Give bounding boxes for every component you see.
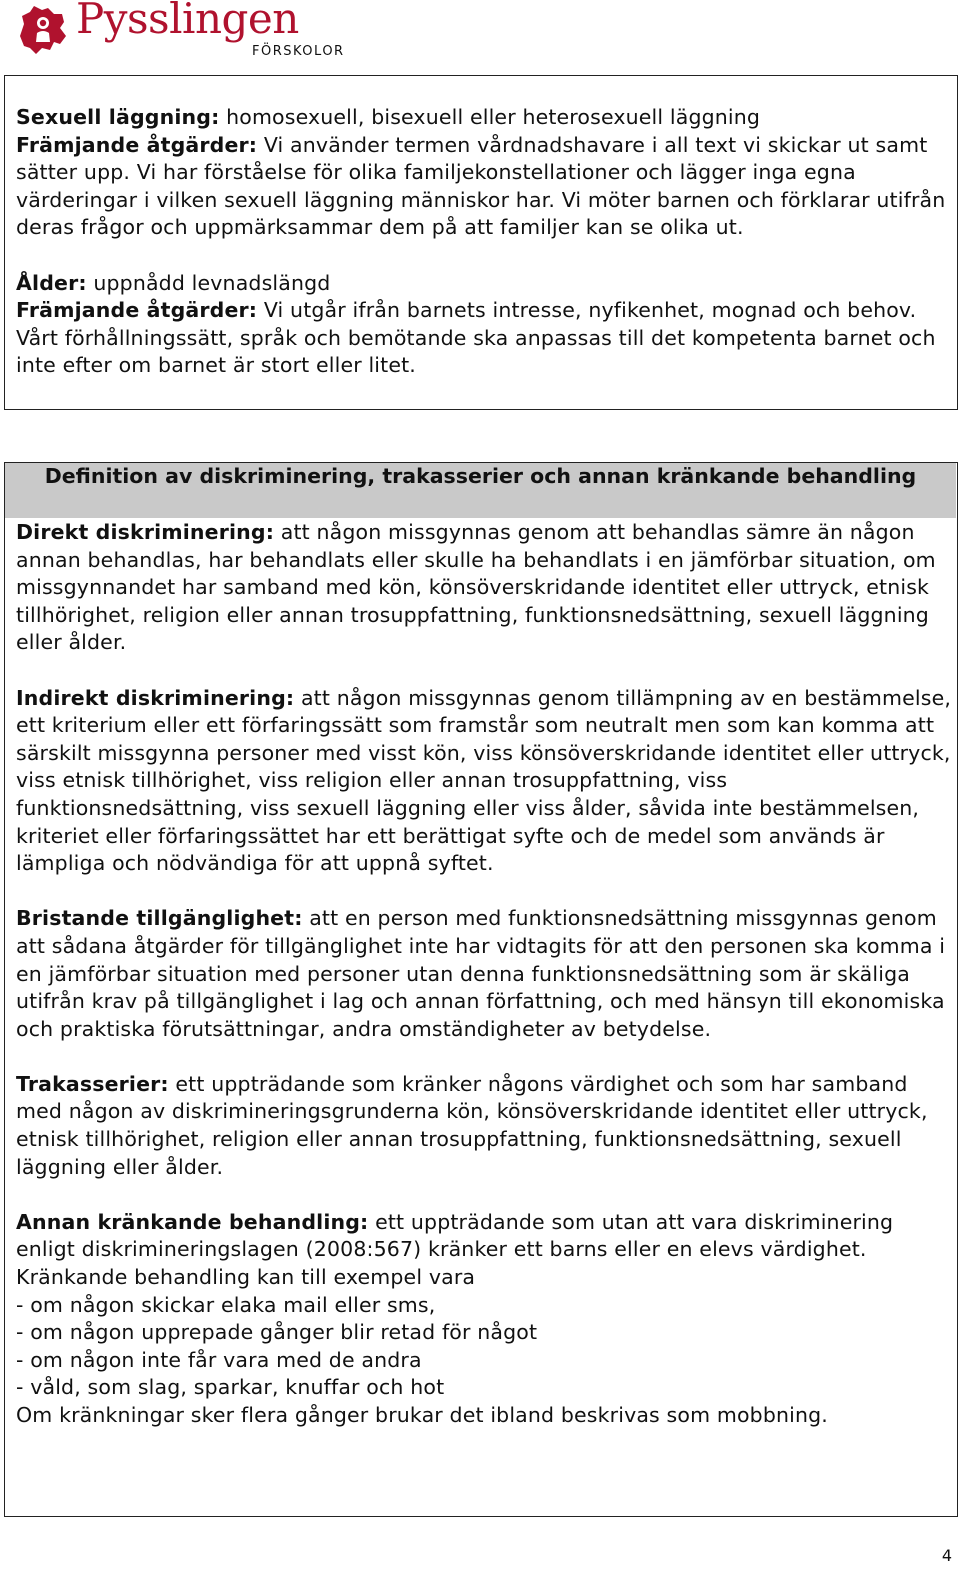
indirect-discrimination-paragraph <box>16 685 951 878</box>
measures-text: Vi utgår ifrån barnets intresse, nyfikenhet, mognad och behov. Vårt förhållningssätt, språk och bemötande ska anpassas till det kompetenta barnet och inte efter om barnet är stort eller litet. <box>16 298 936 378</box>
example-item: - våld, som slag, sparkar, knuffar och hot <box>16 1375 445 1400</box>
sexual-orientation-measures <box>16 133 945 240</box>
brand-subtitle: FÖRSKOLOR <box>252 44 345 59</box>
example-item: - om någon inte får vara med de andra <box>16 1347 422 1372</box>
harassment-paragraph <box>16 1071 951 1181</box>
indirect-discrimination-term: Indirekt diskriminering: <box>16 685 295 710</box>
age-text: uppnådd levnadslängd <box>86 270 331 295</box>
section-two-title: Definition av diskriminering, trakasserier och annan kränkande behandling <box>5 463 956 518</box>
age-paragraph <box>16 270 951 380</box>
direct-discrimination-paragraph <box>16 519 951 657</box>
sexual-orientation-paragraph <box>16 104 951 242</box>
accessibility-text: att en person med funktionsnedsättning missgynnas genom att sådana åtgärder för tillgänglighet inte har vidtagits för att den personen ska komma i en jämförbar situation med personer utan denna funktionsnedsättning som är skäliga utifrån krav på tillgänglighet i lag och annan författning, och med hänsyn till ekonomiska och praktiska förutsättningar, andra omständigheter av betydelse. <box>16 906 946 1041</box>
other-abuse-term: Annan kränkande behandling: <box>16 1209 369 1234</box>
measures-text: Vi använder termen vårdnadshavare i all text vi skickar ut samt sätter upp. Vi har förståelse för olika familjekonstellationer och lägger inga egna värderingar i vilken sexuell läggning människor har. Vi möter barnen och förklarar utifrån deras frågor och uppmärksammar dem på att familjer kan se olika ut. <box>16 132 946 240</box>
accessibility-paragraph <box>16 905 951 1043</box>
measures-term: Främjande åtgärder: <box>16 132 258 157</box>
sexual-orientation-definition <box>16 104 951 132</box>
example-item: - om någon skickar elaka mail eller sms, <box>16 1292 436 1317</box>
age-term: Ålder: <box>16 270 87 295</box>
harassment-text: ett uppträdande som kränker någons värdighet och som har samband med någon av diskrimineringsgrunderna kön, könsöverskridande identitet eller uttryck, etnisk tillhörighet, religion eller annan trosuppfattning, funktionsnedsättning, sexuell läggning eller ålder. <box>16 1071 928 1179</box>
examples-intro: Kränkande behandling kan till exempel vara <box>16 1265 476 1290</box>
closing-sentence: Om kränkningar sker flera gånger brukar det ibland beskrivas som mobbning. <box>16 1403 828 1427</box>
section-two-content <box>16 519 951 1430</box>
measures-term: Främjande åtgärder: <box>16 298 258 323</box>
brand-name: Pysslingen <box>76 0 299 43</box>
accessibility-term: Bristande tillgänglighet: <box>16 906 303 931</box>
sexual-orientation-text: homosexuell, bisexuell eller heterosexuell läggning <box>219 105 761 129</box>
pysslingen-logo <box>14 0 354 62</box>
example-item: - om någon upprepade gånger blir retad för något <box>16 1320 538 1345</box>
sexual-orientation-term: Sexuell läggning: <box>16 105 220 129</box>
map-emblem-icon <box>14 2 70 58</box>
age-definition <box>16 270 951 298</box>
direct-discrimination-term: Direkt diskriminering: <box>16 520 275 544</box>
indirect-discrimination-text: att någon missgynnas genom tillämpning av en bestämmelse, ett kriterium eller ett förfaringssätt som framstår som neutralt men som kan komma att särskilt missgynna personer med visst kön, viss könsöverskridande identitet eller uttryck, viss etnisk tillhörighet, viss religion eller annan trosuppfattning, viss funktionsnedsättning, viss sexuell läggning eller viss ålder, såvida inte bestämmelsen, kriteriet eller förfaringssättet har ett berättigat syfte och de medel som används är lämpliga och nödvändiga för att uppnå syftet. <box>16 685 952 876</box>
age-measures <box>16 298 936 377</box>
other-abuse-text: ett uppträdande som utan att vara diskriminering enligt diskrimineringslagen (2008:567) kränker ett barns eller en elevs värdighet. <box>16 1209 894 1262</box>
harassment-term: Trakasserier: <box>16 1071 169 1096</box>
direct-discrimination-text: att någon missgynnas genom att behandlas sämre än någon annan behandlas, har behandlats eller skulle ha behandlats i en jämförbar situation, om missgynnandet har samband med kön, könsöverskridande identitet eller uttryck, etnisk tillhörighet, religion eller annan trosuppfattning, funktionsnedsättning, sexuell läggning eller ålder. <box>16 520 936 655</box>
page-number: 4 <box>941 1546 952 1565</box>
section-one-content <box>16 104 951 380</box>
other-abuse-paragraph <box>16 1209 951 1430</box>
